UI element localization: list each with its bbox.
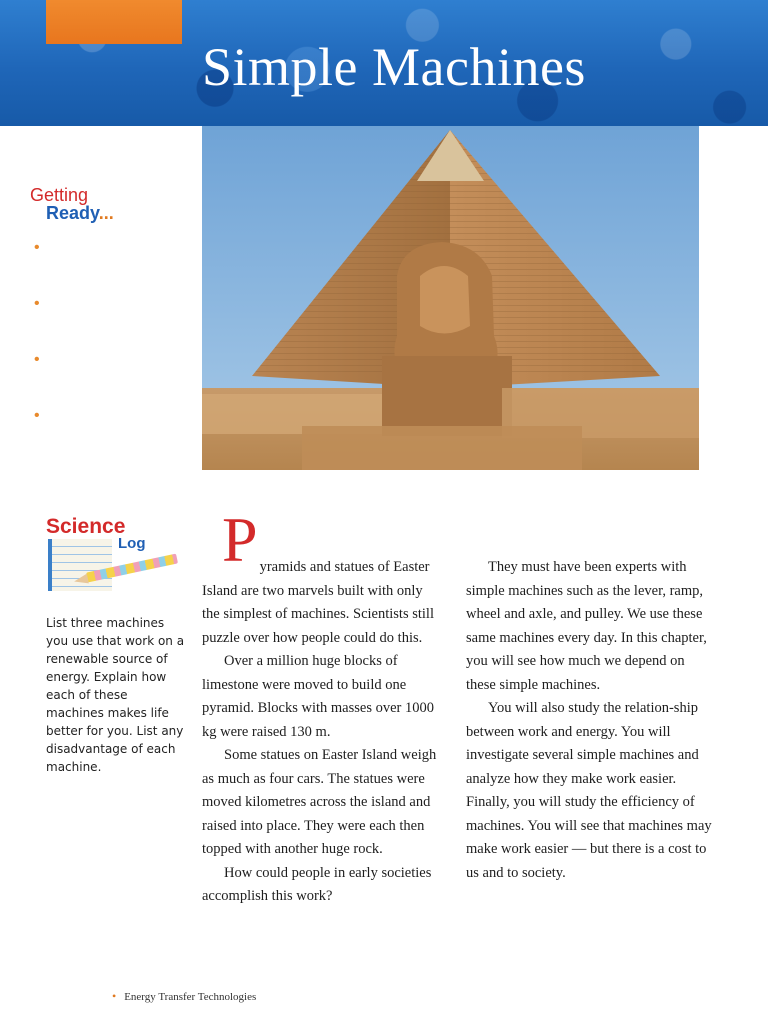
paragraph: How could people in early societies accomplish this work? <box>202 864 432 904</box>
paragraph-text: yramids and statues of Easter Island are two marvels built with only the simplest of machines. Scientists still puzzle over how people could do this. <box>202 559 434 646</box>
ready-dots: ... <box>98 203 114 223</box>
science-log-prompt: List three machines you use that work on a renewable source of energy. Explain how each of these machines makes life better for you. List any disadvantage of each machine. <box>46 616 185 774</box>
list-item: • <box>34 295 40 312</box>
ready-text: Ready <box>46 203 99 223</box>
list-item: • <box>34 239 40 256</box>
footer-text: Energy Transfer Technologies <box>124 991 257 1003</box>
body-column-2 <box>466 556 714 885</box>
header-banner <box>0 0 768 126</box>
paragraph <box>202 504 442 650</box>
paragraph: Some statues on Easter Island weigh as much as four cars. The statues were moved kilometres across the island and raised into place. They were each then topped with another huge rock. <box>202 747 437 857</box>
drop-cap: P <box>222 504 258 575</box>
getting-label: Getting <box>30 185 89 205</box>
paragraph: You will also study the relation-ship between work and energy. You will investigate several simple machines and analyze how they make work easier. Finally, you will study the efficiency of machines. You will see that machines may make work easier — but there is a cost to us and to society. <box>466 700 712 881</box>
footer-bullet: • <box>112 989 117 1003</box>
getting-ready-list <box>34 240 40 464</box>
science-label: Science <box>46 515 126 538</box>
page-footer <box>112 989 256 1004</box>
body-column-1 <box>202 504 442 909</box>
ready-label <box>30 204 114 222</box>
sphinx-body <box>382 356 512 436</box>
paragraph: They must have been experts with simple machines such as the lever, ramp, wheel and axle, and pulley. We use these same machines every day. In this chapter, you will see how much we depend on these simple machines. <box>466 559 707 693</box>
getting-ready-heading <box>30 186 114 222</box>
science-log-logo <box>46 515 186 595</box>
sphinx-face <box>420 266 470 334</box>
pyramid-sphinx-photo <box>202 126 699 470</box>
paragraph: Over a million huge blocks of limestone were moved to build one pyramid. Blocks with masses over 1000 kg were raised 130 m. <box>202 653 434 740</box>
page-title: Simple Machines <box>202 37 586 97</box>
list-item: • <box>34 351 40 368</box>
orange-tab <box>46 0 182 44</box>
log-label: Log <box>118 535 146 552</box>
foreground-blocks <box>302 426 582 470</box>
list-item: • <box>34 407 40 424</box>
